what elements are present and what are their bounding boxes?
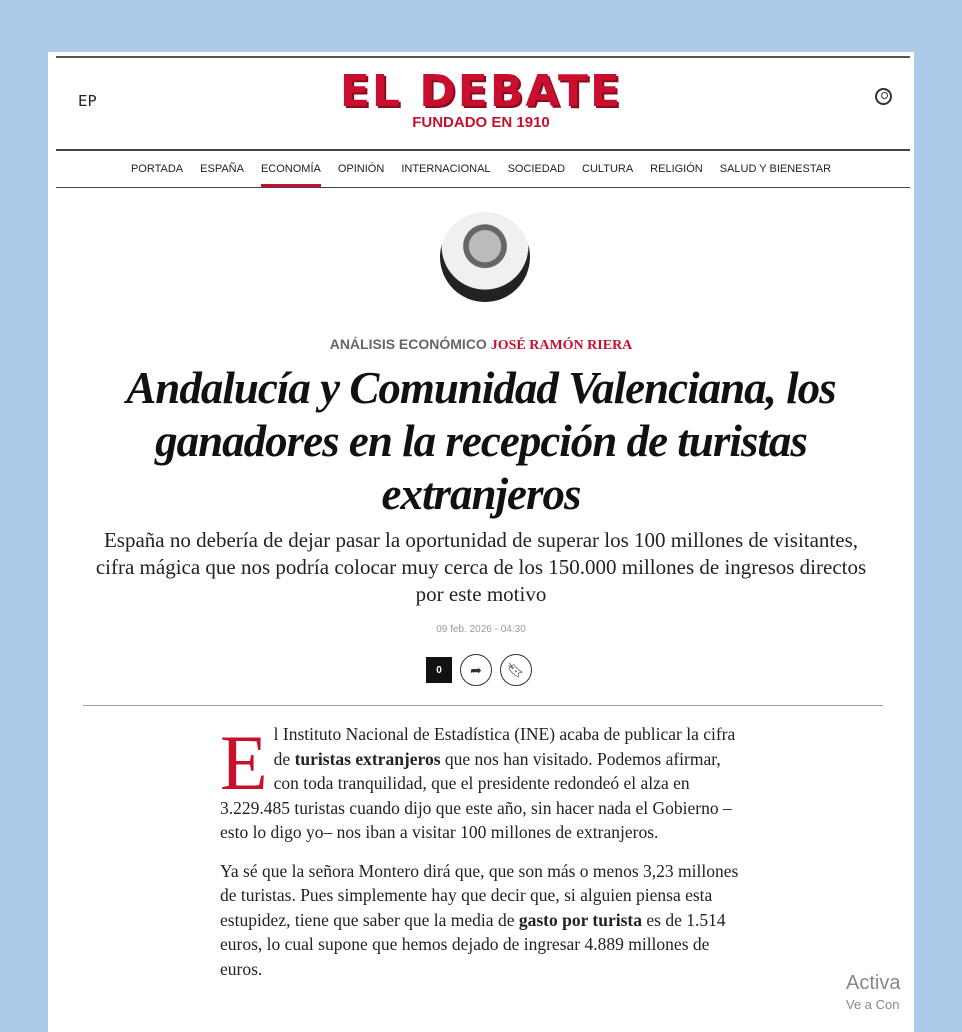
- drop-cap: E: [220, 719, 268, 806]
- divider: [56, 187, 910, 188]
- kicker: [48, 336, 914, 354]
- nav-salud[interactable]: SALUD Y BIENESTAR: [719, 163, 832, 175]
- bookmark-button[interactable]: [500, 654, 532, 686]
- logo[interactable]: EL DEBATE: [339, 66, 623, 117]
- share-icon: ➦: [470, 661, 482, 678]
- page: [48, 52, 914, 1032]
- main-nav: [48, 163, 914, 175]
- user-icon[interactable]: [875, 88, 892, 105]
- text: l Instituto Nacional de Estadística (INE) acaba de publicar la cifra de: [273, 724, 736, 769]
- nav-cultura[interactable]: CULTURA: [582, 163, 634, 175]
- author-photo[interactable]: [440, 212, 530, 302]
- article-title: Andalucía y Comunidad Valenciana, los ganadores en la recepción de turistas extranjeros: [126, 363, 836, 519]
- nav-economia[interactable]: ECONOMÍA: [260, 163, 321, 175]
- keyword-link[interactable]: turistas extranjeros: [294, 748, 441, 769]
- nav-portada[interactable]: PORTADA: [130, 163, 184, 175]
- author-name[interactable]: JOSÉ RAMÓN RIERA: [490, 338, 633, 353]
- nav-religion[interactable]: RELIGIÓN: [650, 163, 703, 175]
- watermark-line: Ve a Con: [846, 997, 900, 1012]
- text: es de 1.514 euros, lo cual supone que hemos dejado de ingresar 4.889 millones de euros.: [220, 909, 726, 979]
- article-actions: [426, 654, 532, 686]
- activation-watermark: [846, 972, 900, 1016]
- nav-espana[interactable]: ESPAÑA: [200, 163, 244, 175]
- menu-icon[interactable]: EP: [78, 92, 97, 110]
- text: Ya sé que la señora Montero dirá que, que son más o menos 3,23 millones de turistas. Pues simplemente hay que decir que, si alguien piensa esta estupidez, tiene que saber que la media de: [220, 860, 739, 930]
- article-subtitle: España no debería de dejar pasar la oportunidad de superar los 100 millones de visitantes, cifra mágica que nos podría colocar muy cerca de los 150.000 millones de ingresos directos por este motivo: [95, 528, 867, 606]
- keyword-link[interactable]: gasto por turista: [518, 909, 642, 930]
- divider: [56, 149, 910, 151]
- nav-opinion[interactable]: OPINIÓN: [337, 163, 385, 175]
- comment-count: 0: [436, 664, 442, 676]
- nav-internacional[interactable]: INTERNACIONAL: [401, 163, 491, 175]
- share-button[interactable]: [460, 654, 492, 686]
- nav-sociedad[interactable]: SOCIEDAD: [507, 163, 566, 175]
- paragraph: [220, 859, 750, 982]
- article-body: [220, 719, 750, 995]
- paragraph: [220, 719, 750, 845]
- publish-date: 09 feb. 2026 - 04:30: [436, 624, 526, 635]
- divider: [83, 705, 883, 706]
- bookmark-icon: 🔖︎: [507, 661, 525, 678]
- watermark-line: Activa: [846, 972, 901, 994]
- text: que nos han visitado. Podemos afirmar, con toda tranquilidad, que el presidente redondeó el alza en 3.229.485 turistas cuando dijo que este año, sin hacer nada el Gobierno –esto lo digo yo– nos iban a visitar 100 millones de extranjeros.: [220, 748, 732, 842]
- comments-button[interactable]: [426, 657, 452, 683]
- divider: [56, 56, 910, 58]
- tagline: FUNDADO EN 1910: [412, 114, 550, 131]
- section-label[interactable]: ANÁLISIS ECONÓMICO: [329, 336, 487, 352]
